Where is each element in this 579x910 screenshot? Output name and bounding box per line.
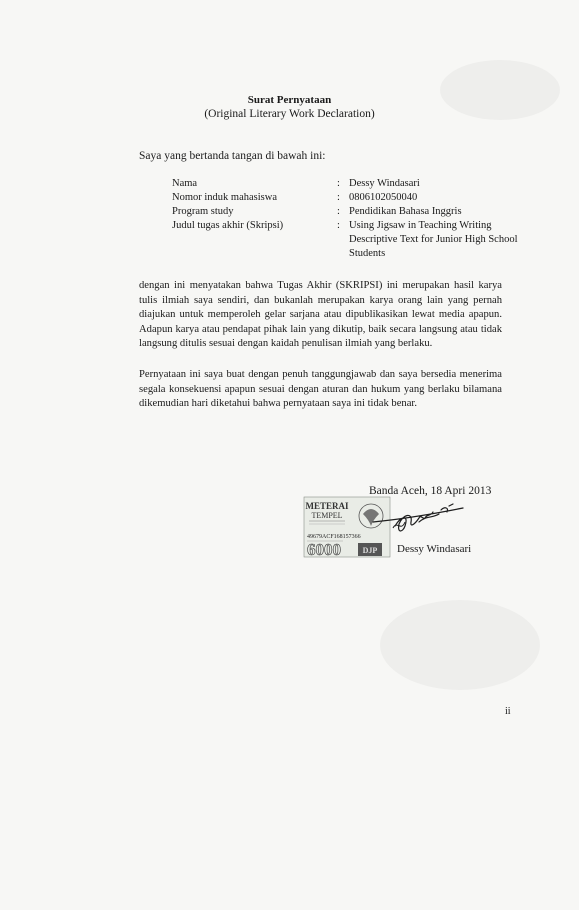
- declaration-paragraph: dengan ini menyatakan bahwa Tugas Akhir (SKRIPSI) ini merupakan hasil karya tulis ilmiah saya sendiri, dan bukanlah merupakan karya orang lain yang pernah diajukan untuk memperoleh gelar sarjana atau dipublikasikan lewat media apapun. Adapun karya atau pendapat pihak lain yang dikutip, baik secara langsung atau tidak langsung ditulis sesuai dengan kaidah penulisan ilmiah yang berlaku.: [139, 280, 502, 349]
- document-title: Surat Pernyataan: [247, 94, 332, 106]
- field-row-student-number: [172, 191, 521, 205]
- field-row-thesis-title: [172, 219, 521, 261]
- field-row-program: [172, 205, 521, 219]
- handwritten-signature: [353, 492, 473, 547]
- stamp-value: 6000: [307, 540, 341, 558]
- field-label: Nomor induk mahasiswa: [172, 192, 277, 203]
- identity-fields: [172, 177, 521, 261]
- responsibility-paragraph: Pernyataan ini saya buat dengan penuh tanggungjawab dan saya bersedia menerima segala konsekuensi apapun sesuai dengan aturan dan hukum yang berlaku bilamana dikemudian hari diketahui bahwa pernyataan saya ini tidak benar.: [139, 369, 502, 409]
- field-colon: :: [337, 220, 340, 231]
- place-date: Banda Aceh, 18 Apri 2013: [369, 485, 492, 497]
- stamp-line2: TEMPEL: [311, 511, 343, 520]
- field-colon: :: [337, 178, 340, 189]
- field-label: Nama: [172, 178, 198, 189]
- field-colon: :: [337, 192, 340, 203]
- intro-text: Saya yang bertanda tangan di bawah ini:: [139, 150, 326, 162]
- field-label: Program study: [172, 206, 234, 217]
- stamp-line1: METERAI: [305, 501, 349, 511]
- field-row-name: [172, 177, 521, 191]
- background-smudge: [380, 600, 540, 690]
- page-number: ii: [505, 706, 511, 717]
- stamp-currency: DJP: [362, 546, 378, 555]
- stamp-serial: 49679ACF168157366: [307, 534, 361, 540]
- document-subtitle: (Original Literary Work Declaration): [204, 108, 375, 120]
- field-value: Dessy Windasari: [349, 178, 420, 189]
- field-label: Judul tugas akhir (Skripsi): [172, 220, 284, 231]
- field-value: 0806102050040: [349, 192, 418, 203]
- field-value: Pendidikan Bahasa Inggris: [349, 206, 462, 217]
- signer-name: Dessy Windasari: [397, 543, 472, 555]
- field-value: Using Jigsaw in Teaching Writing Descriptive Text for Junior High School Students: [349, 220, 518, 259]
- field-colon: :: [337, 206, 340, 217]
